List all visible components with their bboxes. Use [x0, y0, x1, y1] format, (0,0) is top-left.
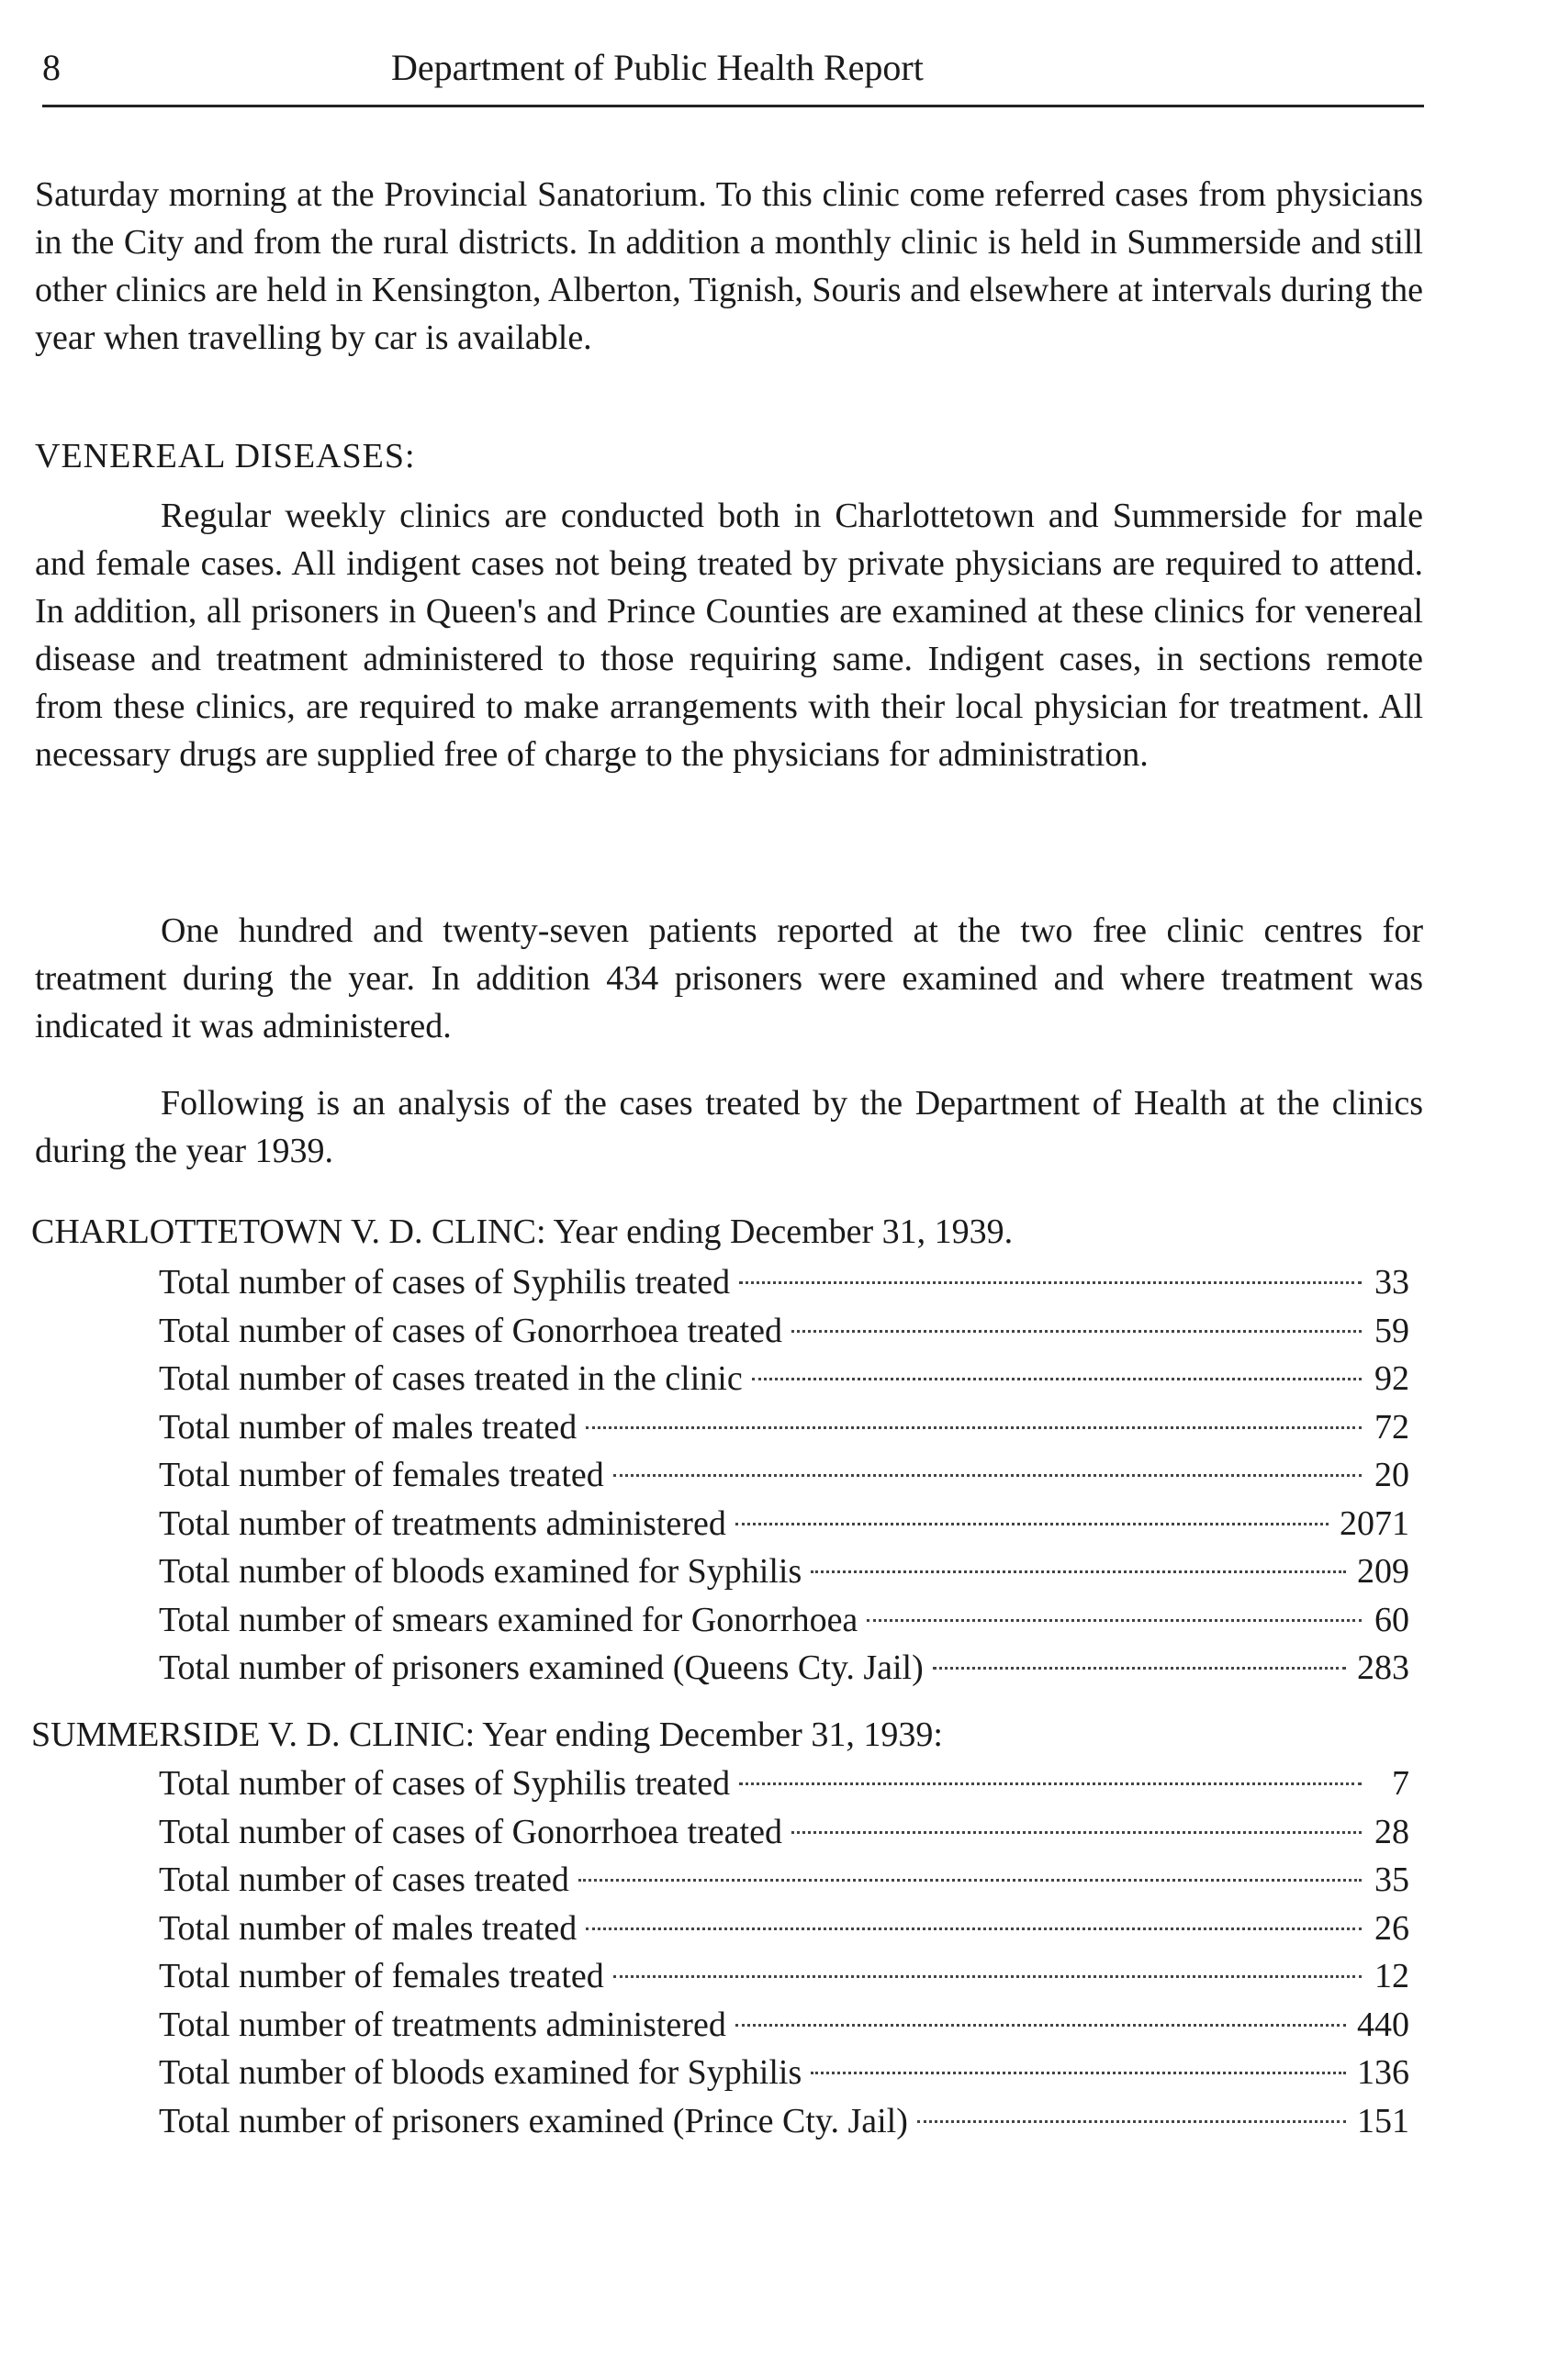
intro-paragraph: Saturday morning at the Provincial Sanatorium. To this clinic come referred cases from physicians in the City and from the rural districts. In addition a monthly clinic is held in Summerside and still other clinics are held in Kensington, Alberton, Tignish, Souris and elsewhere at intervals during the year when travelling by car is available.	[35, 175, 1423, 357]
stat-label: Total number of cases of Syphilis treated	[159, 1764, 731, 1803]
stat-row	[159, 2101, 1409, 2150]
stat-label: Total number of bloods examined for Syphilis	[159, 1552, 802, 1591]
page-header	[42, 44, 1424, 107]
stat-value: 136	[1357, 2053, 1409, 2092]
dot-leader	[811, 1570, 1346, 1573]
stat-row	[159, 1503, 1409, 1552]
stat-label: Total number of cases of Gonorrhoea treated	[159, 1311, 782, 1350]
dot-leader	[739, 1782, 1362, 1785]
venereal-paragraph-clinics: Regular weekly clinics are conducted both in Charlottetown and Summerside for male and female cases. All indigent cases not being treated by private physicians are required to attend. In addition, all prisoners in Queen's and Prince Counties are examined at these clinics for venereal disease and treatment administered to those requiring same. Indigent cases, in sections remote from these clinics, are required to make arrangements with their local physician for treatment. All necessary drugs are supplied free of charge to the physicians for administration.	[35, 497, 1423, 774]
stat-label: Total number of males treated	[159, 1407, 578, 1447]
stat-row	[159, 1600, 1409, 1648]
stat-value: 209	[1357, 1552, 1409, 1591]
dot-leader	[917, 2120, 1346, 2123]
stat-label: Total number of bloods examined for Syphilis	[159, 2053, 802, 2092]
stat-label: Total number of females treated	[159, 1456, 604, 1494]
stat-value: 20	[1374, 1456, 1409, 1494]
stat-row	[159, 1407, 1409, 1456]
running-title: Department of Public Health Report	[391, 47, 924, 88]
stat-row	[159, 2052, 1409, 2101]
dot-leader	[811, 2072, 1346, 2074]
stat-value: 151	[1357, 2101, 1409, 2140]
charlottetown-stats-list	[159, 1262, 1409, 1696]
stat-label: Total number of cases of Gonorrhoea treated	[159, 1812, 782, 1851]
stat-row	[159, 1551, 1409, 1600]
stat-label: Total number of cases treated in the clinic	[159, 1359, 743, 1398]
venereal-paragraph-patients: One hundred and twenty-seven patients reported at the two free clinic centres for treatment during the year. In addition 434 prisoners were examined and where treatment was indicated it was administered.	[35, 911, 1423, 1045]
dot-leader	[791, 1330, 1362, 1333]
stat-row	[159, 2005, 1409, 2053]
stat-label: Total number of smears examined for Gonorrhoea	[159, 1600, 858, 1639]
stat-label: Total number of cases treated	[159, 1860, 569, 1899]
dot-leader	[739, 1281, 1362, 1284]
stat-value: 26	[1374, 1908, 1409, 1948]
stat-value: 28	[1374, 1812, 1409, 1851]
section-heading-venereal-diseases: VENEREAL DISEASES:	[35, 437, 416, 475]
stat-label: Total number of treatments administered	[159, 1503, 726, 1543]
dot-leader	[586, 1927, 1362, 1930]
dot-leader	[578, 1879, 1362, 1882]
stat-value: 283	[1357, 1648, 1409, 1687]
stat-row	[159, 1812, 1409, 1860]
stat-row	[159, 1908, 1409, 1957]
stat-row	[159, 1262, 1409, 1311]
stat-row	[159, 1311, 1409, 1359]
stat-label: Total number of females treated	[159, 1957, 604, 1995]
stat-row	[159, 1763, 1409, 1812]
dot-leader	[613, 1975, 1362, 1978]
stat-value: 2071	[1340, 1503, 1409, 1543]
venereal-paragraph-analysis: Following is an analysis of the cases treated by the Department of Health at the clinics during the year 1939.	[35, 1084, 1423, 1170]
stat-value: 7	[1392, 1764, 1409, 1803]
stat-value: 92	[1374, 1359, 1409, 1398]
stat-label: Total number of males treated	[159, 1908, 578, 1948]
dot-leader	[735, 2024, 1346, 2027]
stat-label: Total number of cases of Syphilis treated	[159, 1263, 731, 1302]
stat-value: 33	[1374, 1263, 1409, 1302]
dot-leader	[867, 1619, 1362, 1622]
dot-leader	[933, 1667, 1346, 1670]
stat-value: 60	[1374, 1600, 1409, 1639]
stat-value: 59	[1374, 1311, 1409, 1350]
stat-row	[159, 1956, 1409, 2005]
stat-value: 440	[1357, 2005, 1409, 2044]
stat-row	[159, 1648, 1409, 1696]
stat-label: Total number of treatments administered	[159, 2005, 726, 2044]
dot-leader	[791, 1831, 1362, 1834]
stat-label: Total number of prisoners examined (Queens Cty. Jail)	[159, 1648, 924, 1687]
summerside-stats-list	[159, 1763, 1409, 2149]
summerside-clinic-heading: SUMMERSIDE V. D. CLINIC: Year ending December 31, 1939:	[31, 1715, 943, 1754]
dot-leader	[586, 1426, 1362, 1429]
stat-value: 35	[1374, 1860, 1409, 1899]
charlottetown-clinic-heading: CHARLOTTETOWN V. D. CLINC: Year ending December 31, 1939.	[31, 1212, 1014, 1251]
stat-row	[159, 1358, 1409, 1407]
stat-row	[159, 1860, 1409, 1908]
dot-leader	[735, 1523, 1329, 1525]
page-number: 8	[42, 47, 61, 88]
dot-leader	[752, 1378, 1362, 1380]
stat-row	[159, 1455, 1409, 1503]
stat-label: Total number of prisoners examined (Prince Cty. Jail)	[159, 2101, 908, 2140]
stat-value: 12	[1374, 1957, 1409, 1995]
stat-value: 72	[1374, 1407, 1409, 1447]
dot-leader	[613, 1474, 1362, 1477]
